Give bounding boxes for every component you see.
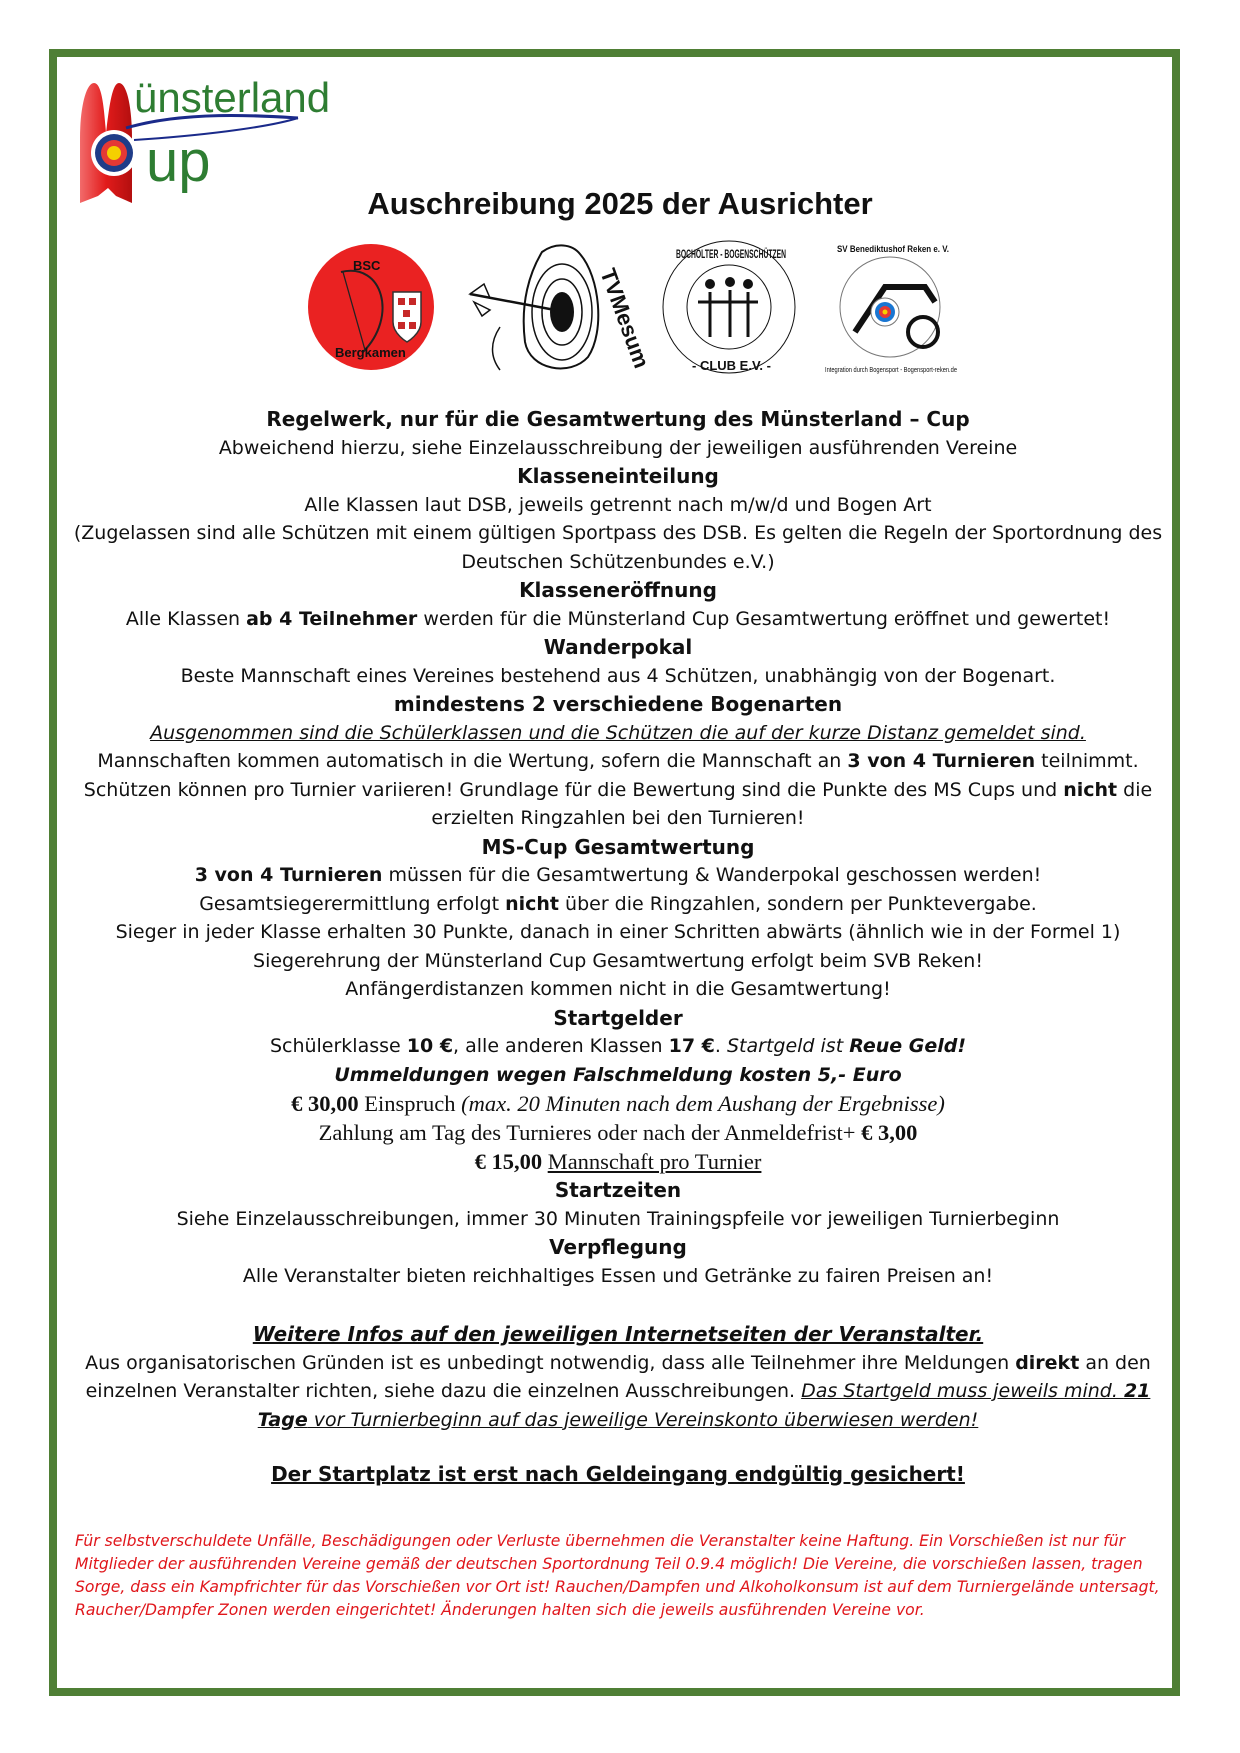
startgeld-line3: € 30,00 Einspruch (max. 20 Minuten nach dem Aushang der Ergebnisse): [291, 1091, 945, 1116]
regelwerk-heading: Regelwerk, nur für die Gesamtwertung des Münsterland – Cup: [266, 407, 970, 431]
logo-text-top: ünsterland: [134, 74, 331, 121]
mscup-line3: Sieger in jeder Klasse erhalten 30 Punkte, danach in einer Schritten abwärts (ähnlich wie in der Formel 1): [115, 921, 1121, 943]
disclaimer: Für selbstverschuldete Unfälle, Beschädigungen oder Verluste übernehmen die Veranstalter keine Haftung. Ein Vorschießen ist nur für Mitglieder der ausführenden Vereine gemäß der deutschen Sportordnung Teil 0.9.4 möglich! Die Vereine, die vorschießen lassen, tragen Sorge, dass ein Kampfrichter für das Vorschießen vor Ort ist! Rauchen/Dampfen und Alkoholkonsum ist auf dem Turniergelände untersagt, Raucher/Dampfer Zonen werden eingerichtet! Änderungen halten sich die jeweils ausführenden Vereine vor.: [75, 1532, 1160, 1619]
tv-mesum-label: TVMesum: [595, 265, 655, 372]
verpflegung-text: Alle Veranstalter bieten reichhaltiges Essen und Getränke zu fairen Preisen an!: [242, 1264, 994, 1287]
pokal-line3: Ausgenommen sind die Schülerklassen und die Schützen die auf der kurze Distanz gemeldet sind.: [150, 721, 1086, 744]
klassen-line1: Alle Klassen laut DSB, jeweils getrennt nach m/w/d und Bogen Art: [304, 493, 932, 516]
reken-bottom-label: Integration durch Bogensport - Bogensport-reken.de: [825, 365, 957, 374]
logo-text-bottom: up: [146, 129, 211, 194]
reken-top-label: SV Benediktushof Reken e. V.: [837, 244, 949, 255]
bsc-bergkamen-logo-icon: [303, 232, 440, 382]
mscup-line5: Anfängerdistanzen kommen nicht in die Gesamtwertung!: [345, 978, 891, 1000]
mscup-line1: 3 von 4 Turnieren müssen für die Gesamtwertung & Wanderpokal geschossen werden!: [194, 864, 1042, 886]
startgeld-line5: € 15,00 Mannschaft pro Turnier: [474, 1149, 762, 1174]
startgeld-line2: Ummeldungen wegen Falschmeldung kosten 5,- Euro: [334, 1063, 902, 1086]
bocholter-logo-icon: [658, 232, 872, 382]
eroeffnung-text: Alle Klassen ab 4 Teilnehmer werden für die Münsterland Cup Gesamtwertung eröffnet und gewertet!: [125, 607, 1111, 630]
regelwerk-text: Abweichend hierzu, siehe Einzelausschreibung der jeweiligen ausführenden Vereine: [218, 436, 1018, 459]
pokal-line2: mindestens 2 verschiedene Bogenarten: [393, 692, 843, 716]
startgeld-heading: Startgelder: [553, 1005, 683, 1030]
tv-mesum-target-logo-icon: [460, 232, 655, 382]
eroeffnung-heading: Klasseneröffnung: [519, 578, 717, 602]
klassen-heading: Klasseneinteilung: [517, 464, 719, 488]
bergkamen-label: Bergkamen: [335, 345, 406, 360]
klassen-line2: (Zugelassen sind alle Schützen mit einem gültigen Sportpass des DSB. Es gelten die Regeln der Sportordnung des Deutschen Schützenbundes e.V.): [73, 522, 1163, 573]
startgeld-line4: Zahlung am Tag des Turnieres oder nach der Anmeldefrist+ € 3,00: [318, 1120, 918, 1145]
mscup-line4: Siegerehrung der Münsterland Cup Gesamtwertung erfolgt beim SVB Reken!: [253, 949, 983, 972]
startzeit-heading: Startzeiten: [554, 1178, 682, 1202]
mscup-line2: Gesamtsiegerermittlung erfolgt nicht über die Ringzahlen, sondern per Punktevergabe.: [199, 892, 1037, 915]
bocholter-bottom-label: - CLUB E.V. -: [692, 358, 771, 373]
page-title: Auschreibung 2025 der Ausrichter: [367, 186, 873, 221]
bsc-label: BSC: [353, 258, 381, 273]
pokal-line5: Schützen können pro Turnier variieren! Grundlage für die Bewertung sind die Punkte des MS Cups und nicht die erzielten Ringzahlen bei den Turnieren!: [83, 778, 1153, 829]
pokal-heading: Wanderpokal: [543, 635, 693, 659]
startzeit-text: Siehe Einzelausschreibungen, immer 30 Minuten Trainingspfeile vor jeweiligen Turnierbeginn: [176, 1207, 1060, 1230]
startgeld-line1: Schülerklasse 10 €, alle anderen Klassen 17 €. Startgeld ist Reue Geld!: [269, 1035, 967, 1057]
infos-heading: Weitere Infos auf den jeweiligen Internetseiten der Veranstalter.: [252, 1322, 984, 1346]
announcement-body: [72, 405, 1164, 1489]
pokal-line4: Mannschaften kommen automatisch in die Wertung, sofern die Mannschaft an 3 von 4 Turnieren teilnimmt.: [97, 750, 1139, 772]
verpflegung-heading: Verpflegung: [549, 1235, 687, 1259]
pokal-line1: Beste Mannschaft eines Vereines bestehend aus 4 Schützen, unabhängig von der Bogenart.: [180, 664, 1056, 687]
infos-text: Aus organisatorischen Gründen ist es unbedingt notwendig, dass alle Teilnehmer ihre Meldungen direkt an den einzelnen Veranstalter richten, siehe dazu die einzelnen Ausschreibungen. Das Startgeld muss jeweils mind. 21 Tage vor Turnierbeginn auf das jeweilige Vereinskonto überwiesen werden!: [85, 1351, 1151, 1431]
startplatz-notice: Der Startplatz ist erst nach Geldeingang endgültig gesichert!: [271, 1462, 965, 1486]
mscup-heading: MS-Cup Gesamtwertung: [481, 834, 755, 859]
bocholter-top-label: BOCHOLTER - BOGENSCHÜTZEN: [676, 247, 872, 261]
reken-logo-icon: [815, 232, 965, 382]
